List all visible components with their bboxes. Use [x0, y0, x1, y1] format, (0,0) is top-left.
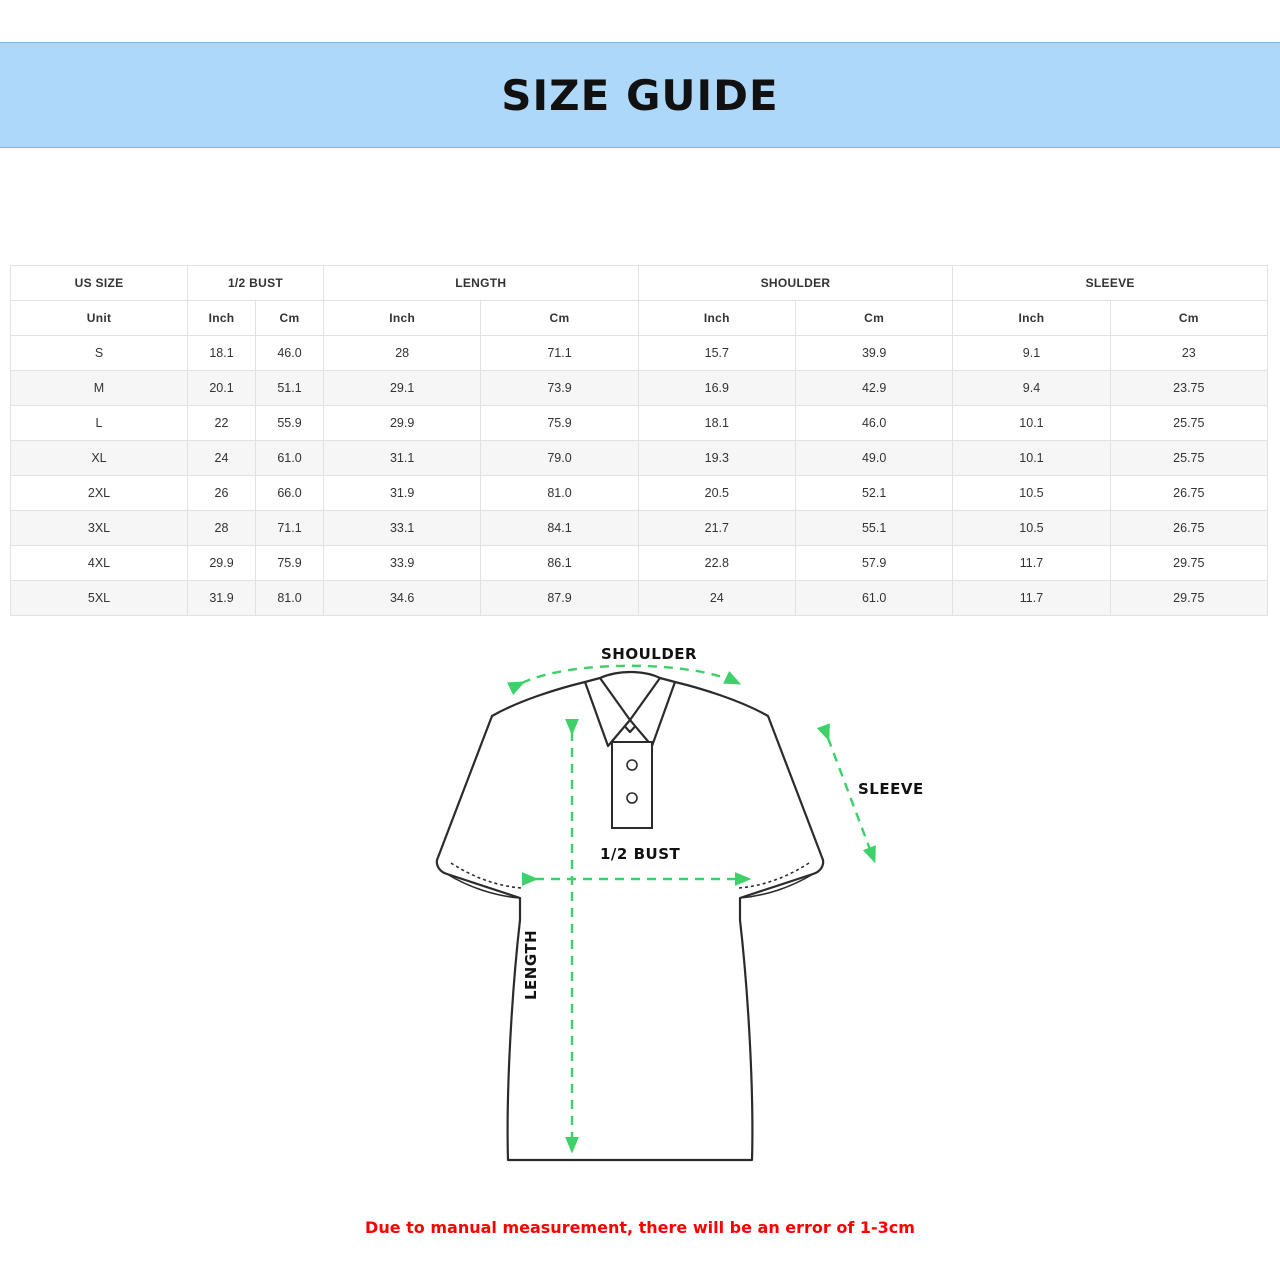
table-row [11, 441, 1268, 476]
cell-sleeve-inch: 10.1 [953, 441, 1110, 476]
cell-shoulder-cm: 42.9 [795, 371, 952, 406]
cell-shoulder-inch: 24 [638, 581, 795, 616]
cell-length-inch: 29.1 [324, 371, 481, 406]
page-title: SIZE GUIDE [501, 70, 779, 120]
cell-sleeve-inch: 9.1 [953, 336, 1110, 371]
cell-length-cm: 87.9 [481, 581, 638, 616]
unit-cell-1: Inch [188, 301, 256, 336]
cell-sleeve-cm: 26.75 [1110, 476, 1267, 511]
cell-shoulder-cm: 55.1 [795, 511, 952, 546]
unit-cell-5: Inch [638, 301, 795, 336]
unit-cell-3: Inch [324, 301, 481, 336]
cell-length-inch: 31.1 [324, 441, 481, 476]
cell-size: S [11, 336, 188, 371]
cell-bust-inch: 20.1 [188, 371, 256, 406]
cell-sleeve-inch: 10.5 [953, 476, 1110, 511]
group-header-us-size: US SIZE [11, 266, 188, 301]
cell-bust-inch: 22 [188, 406, 256, 441]
cell-shoulder-cm: 61.0 [795, 581, 952, 616]
cell-shoulder-cm: 39.9 [795, 336, 952, 371]
label-sleeve: SLEEVE [858, 780, 924, 798]
cell-length-cm: 71.1 [481, 336, 638, 371]
cell-sleeve-inch: 9.4 [953, 371, 1110, 406]
size-guide-banner [0, 42, 1280, 148]
cell-bust-cm: 46.0 [256, 336, 324, 371]
cell-length-inch: 31.9 [324, 476, 481, 511]
cell-sleeve-inch: 11.7 [953, 546, 1110, 581]
button-placket [612, 742, 652, 828]
cell-shoulder-inch: 22.8 [638, 546, 795, 581]
cell-shoulder-cm: 49.0 [795, 441, 952, 476]
table-head [11, 266, 1268, 336]
table-body [11, 336, 1268, 616]
group-header-shoulder: SHOULDER [638, 266, 953, 301]
cell-bust-inch: 26 [188, 476, 256, 511]
cell-sleeve-cm: 29.75 [1110, 581, 1267, 616]
cell-bust-cm: 51.1 [256, 371, 324, 406]
cell-sleeve-cm: 23 [1110, 336, 1267, 371]
cell-sleeve-cm: 23.75 [1110, 371, 1267, 406]
table-unit-row [11, 301, 1268, 336]
cell-sleeve-inch: 10.5 [953, 511, 1110, 546]
cell-shoulder-inch: 16.9 [638, 371, 795, 406]
cell-length-inch: 33.9 [324, 546, 481, 581]
cell-length-cm: 84.1 [481, 511, 638, 546]
cell-bust-cm: 75.9 [256, 546, 324, 581]
cell-shoulder-inch: 19.3 [638, 441, 795, 476]
unit-cell-7: Inch [953, 301, 1110, 336]
measurement-disclaimer: Due to manual measurement, there will be an error of 1-3cm [365, 1218, 915, 1237]
cell-bust-cm: 81.0 [256, 581, 324, 616]
cell-shoulder-inch: 21.7 [638, 511, 795, 546]
table-row [11, 546, 1268, 581]
label-shoulder: SHOULDER [601, 645, 698, 663]
cell-sleeve-cm: 26.75 [1110, 511, 1267, 546]
table-row [11, 371, 1268, 406]
cell-bust-inch: 29.9 [188, 546, 256, 581]
cell-length-cm: 73.9 [481, 371, 638, 406]
cell-length-cm: 75.9 [481, 406, 638, 441]
cell-size: 2XL [11, 476, 188, 511]
label-half-bust: 1/2 BUST [600, 845, 681, 863]
table-row [11, 511, 1268, 546]
cell-size: L [11, 406, 188, 441]
unit-cell-8: Cm [1110, 301, 1267, 336]
cell-sleeve-cm: 25.75 [1110, 406, 1267, 441]
cell-shoulder-cm: 46.0 [795, 406, 952, 441]
cell-bust-cm: 55.9 [256, 406, 324, 441]
cell-sleeve-inch: 11.7 [953, 581, 1110, 616]
cell-shoulder-inch: 20.5 [638, 476, 795, 511]
cell-shoulder-inch: 15.7 [638, 336, 795, 371]
cell-length-inch: 33.1 [324, 511, 481, 546]
group-header-half-bust: 1/2 BUST [188, 266, 324, 301]
polo-shirt-diagram [0, 620, 1280, 1200]
cell-shoulder-cm: 52.1 [795, 476, 952, 511]
cell-length-cm: 86.1 [481, 546, 638, 581]
cell-length-cm: 81.0 [481, 476, 638, 511]
unit-cell-0: Unit [11, 301, 188, 336]
label-length: LENGTH [522, 929, 540, 1000]
table-row [11, 581, 1268, 616]
cell-bust-cm: 71.1 [256, 511, 324, 546]
cell-bust-inch: 18.1 [188, 336, 256, 371]
sleeve-arrow [828, 738, 874, 860]
table-group-header-row [11, 266, 1268, 301]
cell-shoulder-inch: 18.1 [638, 406, 795, 441]
cell-sleeve-cm: 25.75 [1110, 441, 1267, 476]
size-table-container [10, 265, 1268, 616]
cell-bust-cm: 61.0 [256, 441, 324, 476]
size-table [10, 265, 1268, 616]
table-row [11, 476, 1268, 511]
unit-cell-6: Cm [795, 301, 952, 336]
cell-length-cm: 79.0 [481, 441, 638, 476]
cell-length-inch: 34.6 [324, 581, 481, 616]
cell-length-inch: 29.9 [324, 406, 481, 441]
cell-shoulder-cm: 57.9 [795, 546, 952, 581]
unit-cell-4: Cm [481, 301, 638, 336]
cell-sleeve-cm: 29.75 [1110, 546, 1267, 581]
cell-size: 3XL [11, 511, 188, 546]
table-row [11, 336, 1268, 371]
cell-bust-cm: 66.0 [256, 476, 324, 511]
table-row [11, 406, 1268, 441]
cell-bust-inch: 24 [188, 441, 256, 476]
cell-size: M [11, 371, 188, 406]
measurement-illustration [0, 620, 1280, 1200]
cell-sleeve-inch: 10.1 [953, 406, 1110, 441]
cell-size: XL [11, 441, 188, 476]
group-header-sleeve: SLEEVE [953, 266, 1268, 301]
cell-bust-inch: 31.9 [188, 581, 256, 616]
group-header-length: LENGTH [324, 266, 639, 301]
unit-cell-2: Cm [256, 301, 324, 336]
cell-size: 5XL [11, 581, 188, 616]
cell-size: 4XL [11, 546, 188, 581]
cell-length-inch: 28 [324, 336, 481, 371]
cell-bust-inch: 28 [188, 511, 256, 546]
